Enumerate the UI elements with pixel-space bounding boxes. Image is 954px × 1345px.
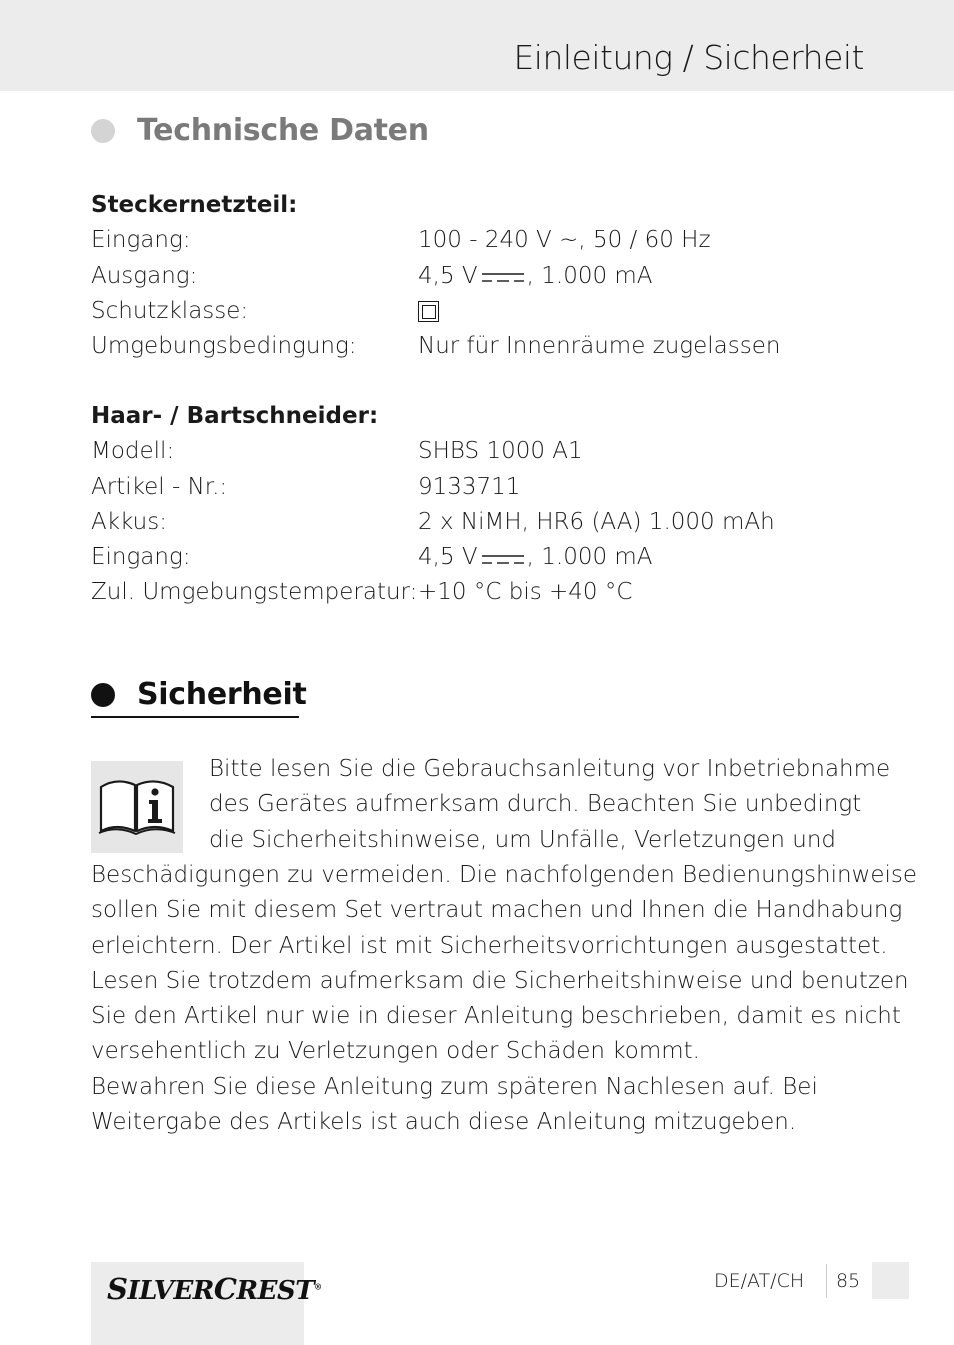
spec-value: 100 - 240 V ~, 50 / 60 Hz <box>418 227 711 254</box>
spec-row <box>91 329 871 364</box>
section-title-technische-daten: Technische Daten <box>137 113 429 148</box>
spec-value <box>418 540 871 575</box>
spec-label: Modell: <box>91 438 175 465</box>
spec-value-prefix: 4,5 V <box>418 262 478 289</box>
spec-label: Zul. Umgebungstemperatur: <box>91 579 418 606</box>
section-title-sicherheit: Sicherheit <box>137 677 307 712</box>
footer-divider <box>826 1264 827 1298</box>
spec-value-suffix: , 1.000 mA <box>526 544 653 571</box>
spec-row <box>91 259 871 294</box>
text-line: Lesen Sie trotzdem aufmerksam die Sicherheitshinweise und benutzen <box>91 967 909 994</box>
spec-value: Nur für Innenräume zugelassen <box>418 333 781 360</box>
text-line: Sie den Artikel nur wie in dieser Anleitung beschrieben, damit es nicht <box>91 1003 901 1030</box>
spec-row <box>91 294 871 329</box>
spec-row <box>91 434 871 469</box>
spec-value: SHBS 1000 A1 <box>418 438 583 465</box>
section-bullet <box>91 119 115 143</box>
spec-row <box>91 470 871 505</box>
silvercrest-logo <box>91 1262 322 1345</box>
spec-value-prefix: 4,5 V <box>418 544 478 571</box>
spec-heading-netzteil: Steckernetzteil: <box>91 192 298 218</box>
spec-label: Ausgang: <box>91 262 198 289</box>
spec-value <box>418 294 871 329</box>
safety-paragraph <box>91 858 917 1140</box>
spec-label: Eingang: <box>91 227 191 254</box>
spec-label: Artikel - Nr.: <box>91 473 228 500</box>
spec-label: Schutzklasse: <box>91 297 249 324</box>
text-line: sollen Sie mit diesem Set vertraut machen und Ihnen die Handhabung <box>91 897 903 924</box>
spec-value: 2 x NiMH, HR6 (AA) 1.000 mAh <box>418 508 775 535</box>
intro-paragraph <box>209 752 890 858</box>
page-number: 85 <box>836 1270 861 1292</box>
text-line: des Gerätes aufmerksam durch. Beachten Sie unbedingt <box>209 791 862 818</box>
section-sicherheit <box>91 677 307 712</box>
section-underline <box>91 716 299 718</box>
footer-language-codes: DE/AT/CH <box>714 1270 805 1292</box>
page-title: Einleitung / Sicherheit <box>513 38 864 77</box>
spec-value: 9133711 <box>418 473 521 500</box>
spec-value-suffix: , 1.000 mA <box>526 262 653 289</box>
text-line: Beschädigungen zu vermeiden. Die nachfolgenden Bedienungshinweise <box>91 862 918 888</box>
text-line: Bitte lesen Sie die Gebrauchsanleitung vor Inbetriebnahme <box>209 756 891 782</box>
spec-row <box>91 505 871 540</box>
section-technische-daten <box>91 113 429 148</box>
spec-value <box>418 259 871 294</box>
spec-row <box>91 540 871 575</box>
text-line: erleichtern. Der Artikel ist mit Sicherheitsvorrichtungen ausgestattet. <box>91 932 888 959</box>
footer-tab-marker <box>872 1262 909 1299</box>
text-line: Bewahren Sie diese Anleitung zum späteren Nachlesen auf. Bei <box>91 1073 818 1100</box>
info-book-icon <box>91 761 183 853</box>
spec-block-netzteil <box>91 188 871 364</box>
spec-heading-schneider: Haar- / Bartschneider: <box>91 403 379 429</box>
dc-current-icon <box>481 552 525 566</box>
spec-label: Eingang: <box>91 544 191 571</box>
logo-text: SILVERCREST® <box>107 1272 322 1306</box>
spec-value: +10 °C bis +40 °C <box>418 579 633 606</box>
spec-block-schneider <box>91 399 871 611</box>
text-line: versehentlich zu Verletzungen oder Schäden kommt. <box>91 1038 700 1065</box>
text-line: Weitergabe des Artikels ist auch diese Anleitung mitzugeben. <box>91 1109 797 1136</box>
protection-class-ii-icon <box>418 301 439 322</box>
dc-current-icon <box>481 270 525 284</box>
spec-row <box>91 575 871 610</box>
spec-label: Akkus: <box>91 508 167 535</box>
spec-row <box>91 223 871 258</box>
text-line: die Sicherheitshinweise, um Unfälle, Verletzungen und <box>209 826 837 853</box>
section-bullet <box>91 683 115 707</box>
spec-label: Umgebungsbedingung: <box>91 333 357 360</box>
